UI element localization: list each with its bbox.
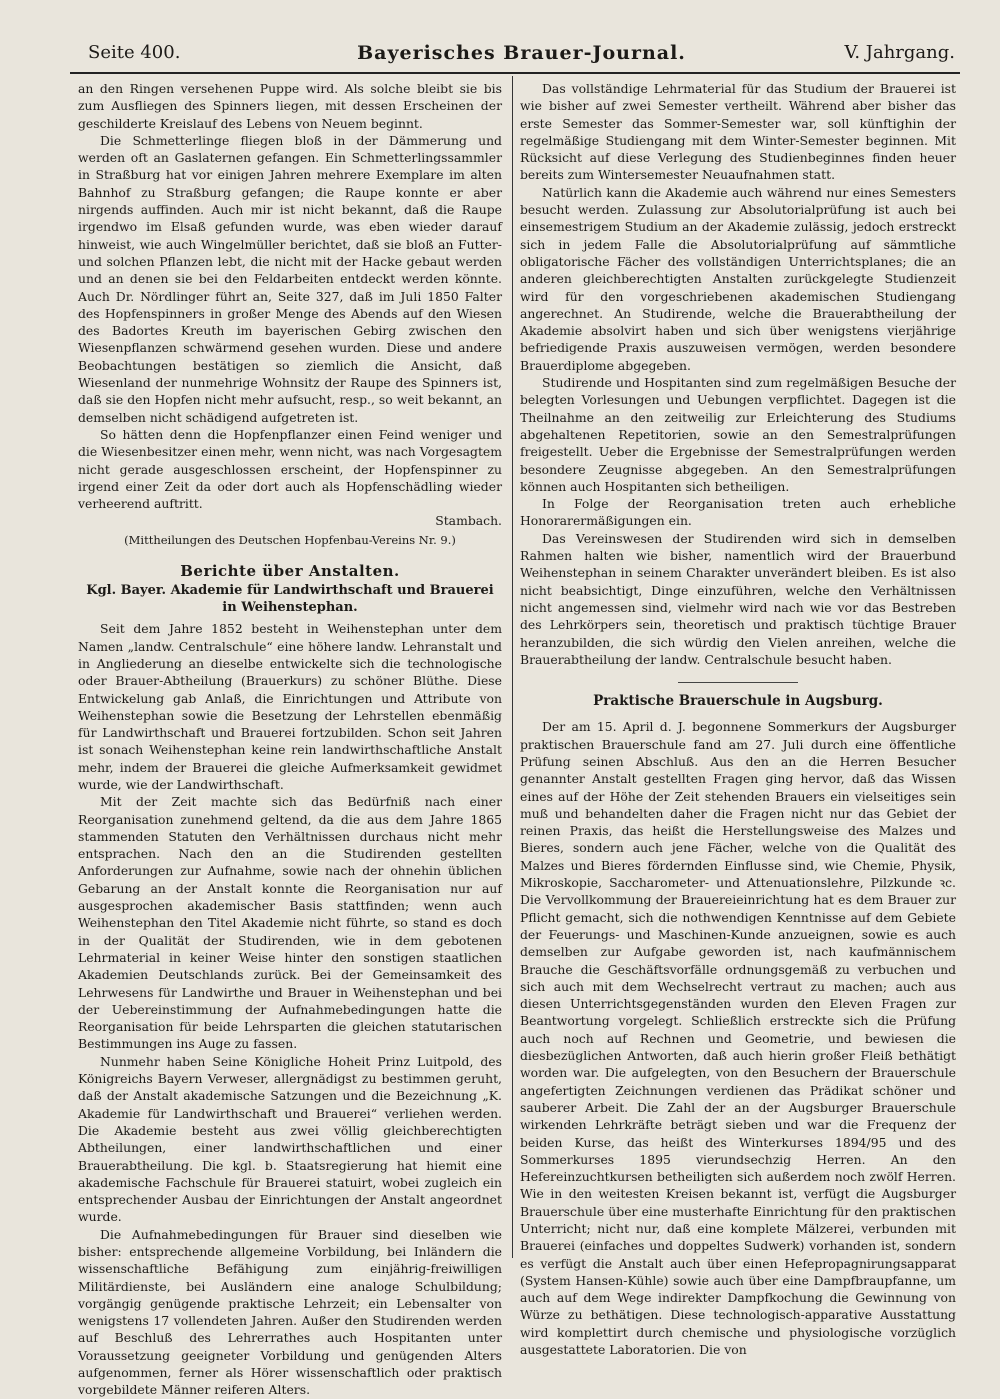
section-title: Berichte über Anstalten. <box>180 562 400 581</box>
subsection-title: Kgl. Bayer. Akademie für Landwirthschaft und Brauerei in Weihenstephan. <box>86 583 494 616</box>
journal-title: Bayerisches Brauer-Journal. <box>357 42 686 64</box>
paragraph: Der am 15. April d. J. begonnene Sommerkurs der Augsburger praktischen Brauerschule fand am 27. Juli durch eine öffentliche Prüfung seinen Abschluß. Aus den an die Herren Besucher genannter Anstalt gestellten Fragen ging hervor, daß das Wissen eines auf der Höhe der Zeit stehenden Brauers ein vielseitiges sein muß und behandelten daher die Fragen nicht nur das Gebiet der reinen Praxis, das heißt die Herstellungsweise des Malzes und Bieres, sondern auch jene Fächer, welche von die Qualität des Malzes und Bieres fördernden Einflusse sind, wie Chemie, Physik, Mikroskopie, Saccharometer- und Attenuationslehre, Pilzkunde ꝛc. Die Vervollkommung der Brauereieinrichtung hat es dem Brauer zur Pflicht gemacht, sich die nothwendigen Kenntnisse auf dem Gebiete der Feuerungs- und Maschinen-Kunde anzueignen, sowie es auch demselben zur Aufgabe geworden ist, nach kaufmännischem Brauche die Geschäftsvorfälle ordnungsgemäß zu verbuchen und sich auch mit dem Wechselrecht vertraut zu machen; auch aus diesen Unterrichtsgegenständen wurden den Eleven Fragen zur Beantwortung vorgelegt. Schließlich erstreckte sich die Prüfung auch noch auf Rechnen und Geometrie, und bewiesen die diesbezüglichen Antworten, daß auch hierin großer Fleiß bethätigt worden war. Die aufgelegten, von den Besuchern der Brauerschule angefertigten Zeichnungen verdienen das Prädikat schöner und sauberer Arbeit. Die Zahl der an der Augsburger Brauerschule wirkenden Lehrkräfte beträgt sieben und war die Frequenz der beiden Kurse, das heißt des Winterkurses 1894/95 und des Sommerkurses 1895 vierundsechzig Herren. An den Hefereinzuchtkursen betheiligten sich außerdem noch zwölf Herren. Wie in den weitesten Kreisen bekannt ist, verfügt die Augsburger Brauerschule über eine musterhafte Einrichtung für den praktischen Unterricht; nicht nur, daß eine komplete Mälzerei, verbunden mit Brauerei (einfaches und doppeltes Sudwerk) vorhanden ist, sondern es verfügt die Anstalt auch über einen Hefepropagnirungsapparat (System Hansen-Kühle) sowie auch über eine Dampfbraupfanne, um auch auf dem Wege indirekter Dampfkochung die Gewinnung von Würze zu bethätigen. Diese technologisch-apparative Ausstattung wird komplettirt durch chemische und physiologische vorzüglich ausgestattete Laboratorien. Die von <box>520 719 956 1358</box>
section-divider <box>678 682 798 683</box>
paragraph: Studirende und Hospitanten sind zum regelmäßigen Besuche der belegten Vorlesungen und Uebungen verpflichtet. Dagegen ist die Theilnahme an den zeitweilig zur Erleichterung des Studiums abgehaltenen Repetitorien, sowie an den Semestralprüfungen freigestellt. Ueber die Ergebnisse der Semestralprüfungen werden besondere Zeugnisse abgegeben. An den Semestralprüfungen können auch Hospitanten sich betheiligen. <box>520 375 956 494</box>
paragraph: Die Aufnahmebedingungen für Brauer sind dieselben wie bisher: entsprechende allgemeine Vorbildung, bei Inländern die wissenschaftliche Befähigung zum einjährig-freiwilligen Militärdienste, bei Ausländern eine analoge Schulbildung; vorgängig genügende praktische Lehrzeit; ein Lebensalter von wenigstens 17 vollendeten Jahren. Außer den Studirenden werden auf Beschluß des Lehrerrathes auch Hospitanten unter Voraussetzung geeigneter Vorbildung und genügenden Alters aufgenommen, ferner als Hörer wissenschaftlich oder praktisch vorgebildete Männer reiferen Alters. <box>78 1226 502 1398</box>
source-citation: (Mittheilungen des Deutschen Hopfenbau-Vereins Nr. 9.) <box>124 532 456 547</box>
paragraph: Natürlich kann die Akademie auch während nur eines Semesters besucht werden. Zulassung zur Absolutorialprüfung ist auch bei einsemestrigem Studium an der Akademie zulässig, jedoch erstreckt sich in jedem Falle die Absolutorialprüfung auf sämmtliche obligatorische Fächer des vollständigen Unterrichtsplanes; die an anderen gleichberechtigten Anstalten zurückgelegte Studienzeit wird für den vorgeschriebenen akademischen Studiengang angerechnet. An Studirende, welche die Brauerabtheilung der Akademie absolvirt haben und sich über wenigstens vierjährige befriedigende Praxis auszuweisen vermögen, werden besondere Brauerdiplome abgegeben. <box>520 184 956 373</box>
paragraph: Seit dem Jahre 1852 besteht in Weihenstephan unter dem Namen „landw. Centralschule“ eine höhere landw. Lehranstalt und in Angliederung an dieselbe entwickelte sich die technologische oder Brauer-Abtheilung (Brauerkurs) zu schöner Blüthe. Diese Entwickelung gab Anlaß, die Einrichtungen und Attribute von Weihenstephan sowie die Besetzung der Lehrstellen ebenmäßig für Landwirthschaft und Brauerei fortzubilden. Schon seit Jahren ist sonach Weihenstephan keine rein landwirthschaftliche Anstalt mehr, indem der Brauerei die gleiche Aufmerksamkeit gewidmet wurde, wie der Landwirthschaft. <box>78 621 502 792</box>
paragraph: an den Ringen versehenen Puppe wird. Als solche bleibt sie bis zum Ausfliegen des Spinners liegen, mit dessen Erscheinen der geschilderte Kreislauf des Lebens von Neuem beginnt. <box>78 81 502 131</box>
column-divider <box>512 76 513 1258</box>
paragraph: So hätten denn die Hopfenpflanzer einen Feind weniger und die Wiesenbesitzer einen mehr, wenn nicht, was nach Vorgesagtem nicht gerade ausgeschlossen erscheint, der Hopfenspinner zu irgend einer Zeit da oder dort auch als Hopfenschädling wieder verheerend auftritt. <box>78 426 502 512</box>
paragraph: Nunmehr haben Seine Königliche Hoheit Prinz Luitpold, des Königreichs Bayern Verweser, allergnädigst zu bestimmen geruht, daß der Anstalt akademische Satzungen und die Bezeichnung „K. Akademie für Landwirthschaft und Brauerei“ verliehen werden. Die Akademie besteht aus zwei völlig gleichberechtigten Abtheilungen, einer landwirthschaftlichen und einer Brauerabtheilung. Die kgl. b. Staatsregierung hat hiemit eine akademische Fachschule für Brauerei statuirt, wobei zugleich ein entsprechender Ausbau der Einrichtungen der Anstalt angeordnet wurde. <box>78 1053 502 1225</box>
author-signature: Stambach. <box>435 513 502 529</box>
paragraph: Das Vereinswesen der Studirenden wird sich in demselben Rahmen halten wie bisher, namentlich wird der Brauerbund Weihenstephan in seinem Charakter unverändert bleiben. Es ist also nicht beabsichtigt, Dinge einzuführen, welche den Verhältnissen nicht angemessen sind, vielmehr wird nach wie vor das Bestreben des Lehrkörpers sein, theoretisch und praktisch tüchtige Brauer heranzubilden, die sich würdig den Vielen anreihen, welche die Brauerabtheilung der landw. Centralschule besucht haben. <box>520 530 956 667</box>
right-column <box>520 80 956 1358</box>
paragraph: Das vollständige Lehrmaterial für das Studium der Brauerei ist wie bisher auf zwei Semester vertheilt. Während aber bisher das erste Semester das Sommer-Semester war, soll künftighin der regelmäßige Studiengang mit dem Winter-Semester beginnen. Mit Rücksicht auf diese Verlegung des Studienbeginnes finden heuer bereits zum Wintersemester Neuaufnahmen statt. <box>520 81 956 183</box>
paragraph: Die Schmetterlinge fliegen bloß in der Dämmerung und werden oft an Gaslaternen gefangen. Ein Schmetterlingssammler in Straßburg hat vor einigen Jahren mehrere Exemplare im alten Bahnhof zu Straßburg gefangen; die Raupe konnte er aber nirgends auffinden. Auch mir ist nicht bekannt, daß die Raupe irgendwo im Elsaß gefunden wurde, was eben wieder darauf hinweist, wie auch Wingelmüller berichtet, daß sie bloß an Futter- und solchen Pflanzen lebt, die nicht mit der Hacke gebaut werden und an denen sie bei den Feldarbeiten entdeckt werden könnte. Auch Dr. Nördlinger führt an, Seite 327, daß im Juli 1850 Falter des Hopfenspinners in großer Menge des Abends auf den Wiesen des Badortes Kreuth im bayerischen Gebirg zwischen den Wiesenpflanzen schwärmend gesehen wurden. Diese und andere Beobachtungen bestätigen so ziemlich die Ansicht, daß Wiesenland der nunmehrige Wohnsitz der Raupe des Spinners ist, daß sie den Hopfen nicht mehr aufsucht, resp., so weit bekannt, an demselben nicht schädigend aufgetreten ist. <box>78 132 502 425</box>
paragraph: In Folge der Reorganisation treten auch erhebliche Honorarermäßigungen ein. <box>520 496 956 529</box>
page-number: Seite 400. <box>88 42 181 63</box>
paragraph: Mit der Zeit machte sich das Bedürfniß nach einer Reorganisation zunehmend geltend, da die aus dem Jahre 1865 stammenden Statuten den Verhältnissen durchaus nicht mehr entsprachen. Nach den an die Studirenden gestellten Anforderungen zur Aufnahme, sowie nach der ohnehin üblichen Gebarung an der Anstalt konnte die Reorganisation nur auf ausgesprochen akademischer Basis stattfinden; wenn auch Weihenstephan den Titel Akademie nicht führte, so stand es doch in der Qualität der Studirenden, wie in dem gebotenen Lehrmaterial in keiner Weise hinter den sonstigen staatlichen Akademien Deutschlands zurück. Bei der Gemeinsamkeit des Lehrwesens für Landwirthe und Brauer in Weihenstephan und bei der Uebereinstimmung der Aufnahmebedingungen hatte die Reorganisation für beide Lehrsparten die gleichen statutarischen Bestimmungen ins Auge zu fassen. <box>78 794 502 1052</box>
volume-label: V. Jahrgang. <box>844 42 955 63</box>
page-header <box>88 42 955 72</box>
header-rule <box>70 72 960 74</box>
section-title: Praktische Brauerschule in Augsburg. <box>593 693 883 710</box>
left-column <box>78 80 502 1399</box>
